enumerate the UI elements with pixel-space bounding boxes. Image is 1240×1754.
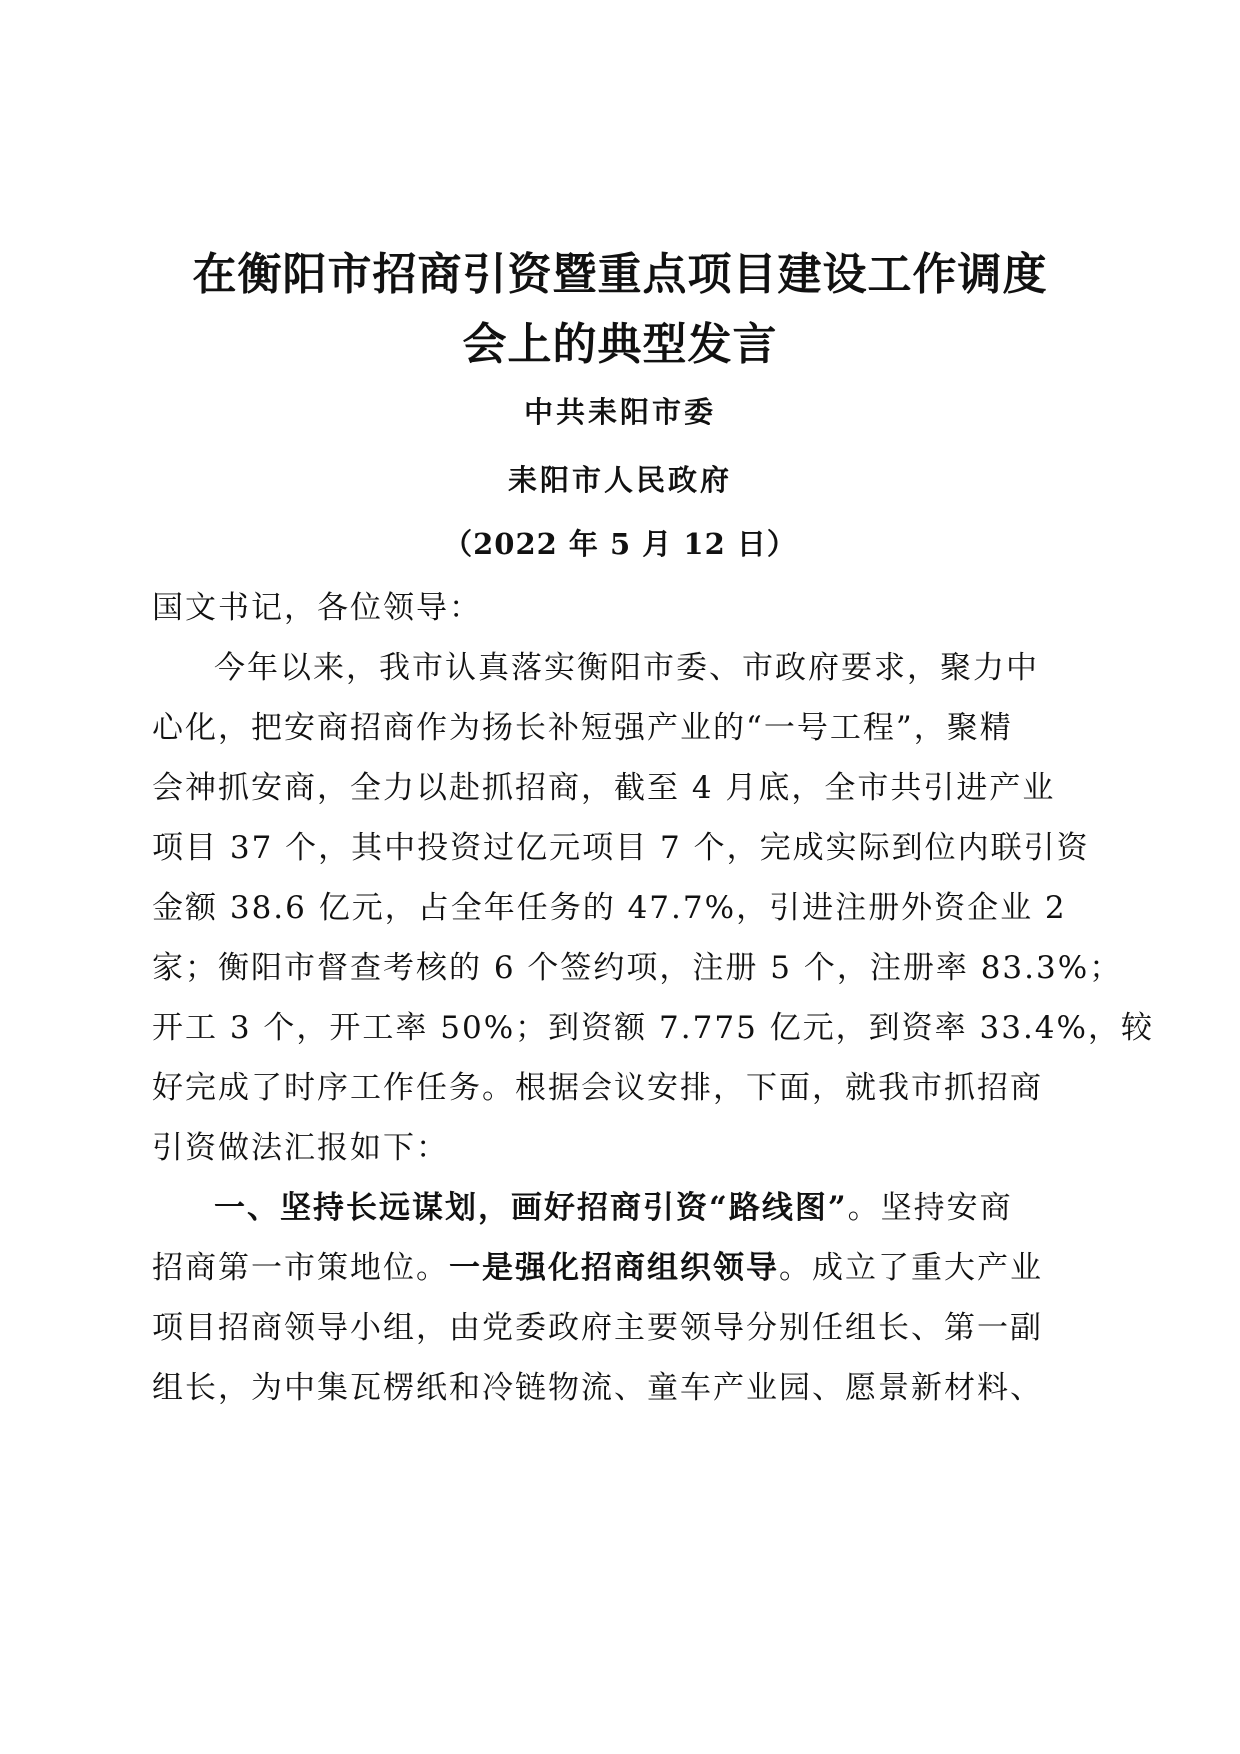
section-1-text: 招商第一市策地位。	[152, 1250, 449, 1286]
section-1-second-line	[152, 1242, 1043, 1287]
title-line-1: 在衡阳市招商引资暨重点项目建设工作调度	[192, 249, 1048, 300]
paragraph-line: 家；衡阳市督查考核的 6 个签约项，注册 5 个，注册率 83.3%；	[152, 950, 1123, 986]
issuing-org-party-committee: 中共耒阳市委	[523, 395, 716, 429]
section-1-heading-tail: 。坚持安商	[847, 1190, 1013, 1226]
paragraph-line: 好完成了时序工作任务。根据会议安排，下面，就我市抓招商	[152, 1070, 1043, 1106]
paragraph-line: 项目 37 个，其中投资过亿元项目 7 个，完成实际到位内联引资	[152, 830, 1090, 866]
paragraph-line: 开工 3 个，开工率 50%；到资额 7.775 亿元，到资率 33.4%，较	[152, 1010, 1154, 1046]
paragraph-line: 项目招商领导小组，由党委政府主要领导分别任组长、第一副	[152, 1310, 1043, 1346]
section-1-first-line	[152, 1182, 1013, 1227]
document-title	[140, 240, 1100, 380]
paragraph-line: 金额 38.6 亿元，占全年任务的 47.7%，引进注册外资企业 2	[152, 890, 1067, 926]
speech-date: （2022 年 5 月 12 日）	[443, 527, 797, 561]
salutation: 国文书记，各位领导：	[152, 590, 482, 626]
paragraph-line: 引资做法汇报如下：	[152, 1130, 449, 1166]
title-line-2: 会上的典型发言	[462, 319, 778, 370]
issuing-org-government: 耒阳市人民政府	[507, 463, 732, 497]
paragraph-line: 组长，为中集瓦楞纸和冷链物流、童车产业园、愿景新材料、	[152, 1370, 1043, 1406]
section-1-text: 。成立了重大产业	[779, 1250, 1043, 1286]
paragraph-line: 会神抓安商，全力以赴抓招商，截至 4 月底，全市共引进产业	[152, 770, 1056, 806]
section-1-heading: 一、坚持长远谋划，画好招商引资“路线图”	[214, 1190, 848, 1226]
paragraph-line: 心化，把安商招商作为扬长补短强产业的“一号工程”，聚精	[152, 710, 1013, 746]
paragraph-line: 今年以来，我市认真落实衡阳市委、市政府要求，聚力中	[214, 650, 1039, 686]
subpoint-1-heading: 一是强化招商组织领导	[449, 1250, 779, 1286]
